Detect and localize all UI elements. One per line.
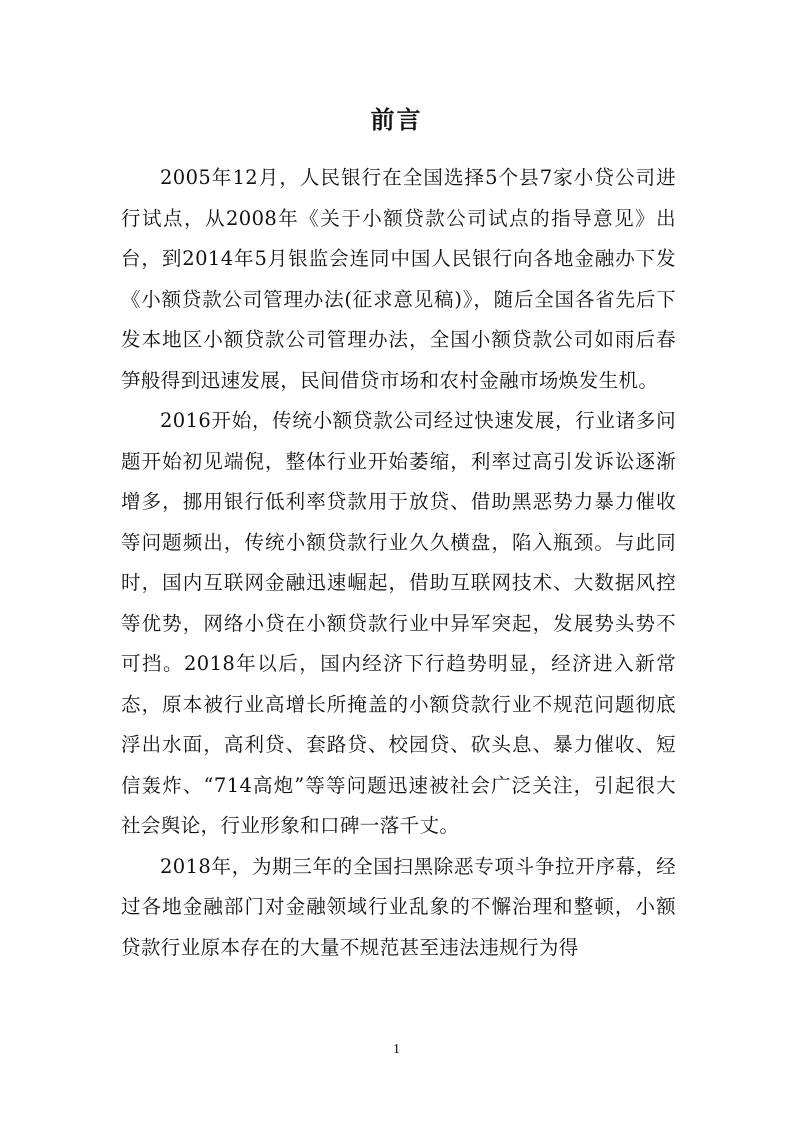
body-text [121, 158, 676, 968]
paragraph-1: 2005年12月，人民银行在全国选择5个县7家小贷公司进行试点，从2008年《关于小额贷款公司试点的指导意见》出台，到2014年5月银监会连同中国人民银行向各地金融办下发《小额贷款公司管理办法(征求意见稿)》，随后全国各省先后下发本地区小额贷款公司管理办法，全国小额贷款公司如雨后春笋般得到迅速发展，民间借贷市场和农村金融市场焕发生机。 [121, 166, 676, 392]
paragraph-3: 2018年，为期三年的全国扫黑除恶专项斗争拉开序幕，经过各地金融部门对金融领域行业乱象的不懈治理和整顿，小额贷款行业原本存在的大量不规范甚至违法违规行为得 [121, 854, 676, 959]
page-title: 前言 [370, 105, 423, 134]
page-number: 1 [393, 1042, 400, 1057]
paragraph-2: 2016开始，传统小额贷款公司经过快速发展，行业诸多问题开始初见端倪，整体行业开始萎缩，利率过高引发诉讼逐渐增多，挪用银行低利率贷款用于放贷、借助黑恶势力暴力催收等问题频出，传统小额贷款行业久久横盘，陷入瓶颈。与此同时，国内互联网金融迅速崛起，借助互联网技术、大数据风控等优势，网络小贷在小额贷款行业中异军突起，发展势头势不可挡。2018年以后，国内经济下行趋势明显，经济进入新常态，原本被行业高增长所掩盖的小额贷款行业不规范问题彻底浮出水面，高利贷、套路贷、校园贷、砍头息、暴力催收、短信轰炸、“714高炮”等等问题迅速被社会广泛关注，引起很大社会舆论，行业形象和口碑一落千丈。 [121, 409, 676, 837]
